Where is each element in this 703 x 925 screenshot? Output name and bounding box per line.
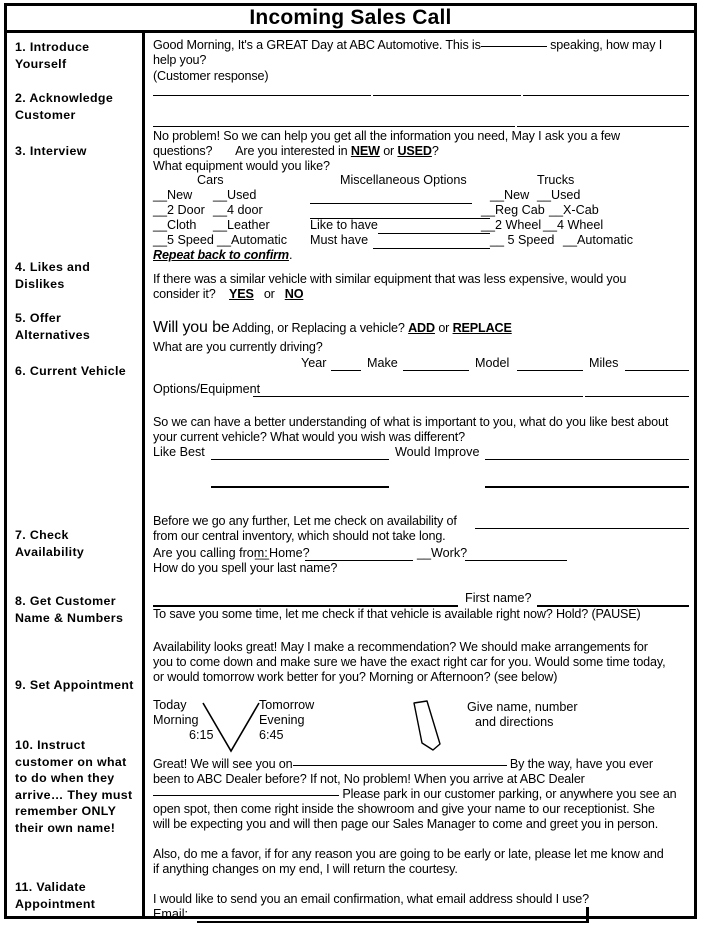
consider-it-label: consider it?: [153, 287, 216, 301]
equipment-question: What equipment would you like?: [153, 159, 330, 173]
understanding-line-1: So we can have a better understanding of what is important to you, what do you like best about: [153, 415, 669, 429]
like-best-blank-1[interactable]: [211, 459, 389, 460]
repeat-back-text: Repeat back to confirm: [153, 248, 289, 262]
new-used-question: [153, 144, 439, 160]
label-model: Model: [475, 356, 510, 370]
options-equipment-blank-b[interactable]: [585, 396, 689, 397]
appointment-time-evening: 6:45: [259, 728, 284, 742]
great-by-the-way-label: By the way, have you ever: [509, 757, 653, 771]
great-park-label: Please park in our customer parking, or anywhere you see an: [342, 787, 677, 801]
greeting-line-1b: speaking, how may I: [550, 38, 663, 52]
appointment-today: Today: [153, 698, 187, 712]
step-set-appointment: 9. Set Appointment: [15, 678, 134, 692]
rep-name-blank[interactable]: [481, 46, 547, 47]
availability-label: Before we go any further, Let me check on availability of: [153, 514, 457, 528]
form-body: [7, 33, 694, 921]
save-time-line: To save you some time, let me check if that vehicle is available right now? Hold? (PAUSE): [153, 607, 641, 621]
great-line-1: [153, 757, 653, 773]
great-line-4: open spot, then come right inside the showroom and give your name to our receptionist. She: [153, 802, 655, 816]
truck-option-xcab[interactable]: __X-Cab: [549, 203, 599, 217]
car-option-leather[interactable]: __Leather: [213, 218, 270, 232]
note-line-2a[interactable]: [153, 126, 515, 127]
truck-option-2wheel[interactable]: __2 Wheel: [481, 218, 542, 232]
great-line-5: will be expecting you and will then page our Sales Manager to come and greet you in person.: [153, 817, 659, 831]
option-new[interactable]: NEW: [350, 144, 380, 158]
email-blank[interactable]: [197, 921, 587, 923]
decision-fork-icon: [201, 701, 261, 756]
step-interview: 3. Interview: [15, 144, 87, 158]
option-yes[interactable]: YES: [229, 287, 254, 301]
label-would-improve: Would Improve: [395, 445, 480, 459]
greeting-line-1: Good Morning, It's a GREAT Day at ABC Automotive. This is: [153, 38, 481, 52]
step-acknowledge-customer: 2. Acknowledge Customer: [15, 91, 114, 122]
misc-label-like-to-have: Like to have: [310, 218, 378, 232]
label-year: Year: [301, 356, 327, 370]
availability-line-2: from our central inventory, which should not take long.: [153, 529, 446, 543]
or-label-2: or: [263, 287, 275, 301]
greeting-line-2: help you?: [153, 53, 207, 67]
page-title: Incoming Sales Call: [249, 6, 452, 29]
will-you-be-label: Will you be: [153, 319, 230, 336]
column-header-misc: Miscellaneous Options: [340, 173, 467, 187]
question-mark-1: ?: [431, 144, 439, 158]
step-offer-alternatives: 5. Offer Alternatives: [15, 311, 91, 342]
step-likes-and-dislikes: 4. Likes and Dislikes: [15, 260, 91, 291]
year-blank[interactable]: [331, 370, 361, 371]
truck-option-new[interactable]: __New: [490, 188, 530, 202]
greeting-block: [153, 38, 693, 54]
truck-option-used[interactable]: __Used: [537, 188, 581, 202]
recommend-line-3: or would tomorrow work better for you? Morning or Afternoon? (see below): [153, 670, 558, 684]
step-validate-appointment: 11. Validate Appointment: [15, 880, 96, 911]
note-line-2b[interactable]: [517, 126, 689, 127]
interested-in-label: Are you interested in: [235, 144, 348, 158]
great-line-3: [153, 787, 677, 803]
email-confirmation-line: I would like to send you an email confirmation, what email address should I use?: [153, 892, 590, 906]
availability-line-1: [153, 514, 457, 530]
dealer-address-blank[interactable]: [153, 795, 339, 796]
script-content: [145, 33, 694, 921]
or-label-1: or: [383, 144, 395, 158]
make-blank[interactable]: [403, 370, 469, 371]
label-first-name: First name?: [465, 591, 532, 605]
option-replace[interactable]: REPLACE: [452, 321, 512, 335]
would-improve-blank-1[interactable]: [485, 459, 689, 460]
truck-option-regcab[interactable]: __Reg Cab: [481, 203, 545, 217]
appointment-tomorrow: Tomorrow: [259, 698, 315, 712]
note-line-1b[interactable]: [373, 95, 521, 96]
questions-label: questions?: [153, 144, 213, 158]
note-line-1c[interactable]: [523, 95, 689, 96]
recommend-line-2: you to come down and make sure we have the exact right car for you. Would some time today,: [153, 655, 666, 669]
steps-sidebar: [7, 33, 145, 916]
misc-blank-3[interactable]: [378, 233, 490, 234]
add-replace-line: [153, 320, 512, 337]
label-make: Make: [367, 356, 398, 370]
appointment-note-line-1: Give name, number: [467, 700, 578, 714]
model-blank[interactable]: [517, 370, 583, 371]
availability-blank[interactable]: [475, 528, 689, 529]
email-blank-end-tick: [586, 907, 589, 923]
favor-line-2: if anything changes on my end, I will return the courtesy.: [153, 862, 458, 876]
appointment-date-blank[interactable]: [293, 765, 507, 766]
car-option-used[interactable]: __Used: [213, 188, 257, 202]
car-option-2door[interactable]: __2 Door: [153, 203, 205, 217]
step-current-vehicle: 6. Current Vehicle: [15, 364, 126, 378]
alternative-line-1: If there was a similar vehicle with similar equipment that was less expensive, would you: [153, 272, 627, 286]
repeat-back-note: [153, 248, 292, 264]
car-option-5speed[interactable]: __5 Speed: [153, 233, 214, 247]
alternative-line-2: [153, 287, 303, 303]
favor-line-1: Also, do me a favor, if for any reason you are going to be early or late, please let me know and: [153, 847, 664, 861]
truck-option-5speed[interactable]: __ 5 Speed: [490, 233, 555, 247]
appointment-morning: Morning: [153, 713, 199, 727]
appointment-evening: Evening: [259, 713, 305, 727]
column-header-cars: Cars: [197, 173, 224, 187]
no-problem-line-1: No problem! So we can help you get all the information you need, May I ask you a few: [153, 129, 620, 143]
label-email: Email:: [153, 907, 188, 921]
form-page: [4, 3, 697, 919]
customer-response-label: (Customer response): [153, 69, 269, 83]
repeat-back-period: .: [288, 248, 293, 262]
car-option-automatic[interactable]: __Automatic: [217, 233, 288, 247]
column-header-trucks: Trucks: [537, 173, 575, 187]
step-get-customer-name-numbers: 8. Get Customer Name & Numbers: [15, 594, 124, 625]
label-options-equipment: Options/Equipment: [153, 382, 261, 396]
option-used[interactable]: USED: [397, 144, 432, 158]
step-instruct-customer: 10. Instruct customer on what to do when they arrive… They must remember ONLY their own name!: [15, 738, 133, 835]
misc-blank-1[interactable]: [310, 203, 472, 204]
options-equipment-blank-a[interactable]: [253, 396, 583, 397]
work-number-blank[interactable]: [465, 560, 567, 561]
miles-blank[interactable]: [625, 370, 689, 371]
great-see-you-on-label: Great! We will see you on: [153, 757, 293, 771]
currently-driving-question: What are you currently driving?: [153, 340, 323, 354]
note-line-1a[interactable]: [153, 95, 371, 96]
would-improve-blank-2[interactable]: [485, 486, 689, 488]
label-like-best: Like Best: [153, 445, 205, 459]
car-option-new[interactable]: __New: [153, 188, 193, 202]
truck-option-4wheel[interactable]: __4 Wheel: [543, 218, 604, 232]
appointment-note-line-2: and directions: [475, 715, 554, 729]
or-label-3: or: [438, 321, 450, 335]
pencil-icon: [409, 699, 449, 755]
misc-blank-4[interactable]: [373, 248, 490, 249]
great-line-2: been to ABC Dealer before? If not, No problem! When you arrive at ABC Dealer: [153, 772, 585, 786]
understanding-line-2: your current vehicle? What would you wish was different?: [153, 430, 465, 444]
misc-label-must-have: Must have: [310, 233, 369, 247]
car-option-cloth[interactable]: __Cloth: [153, 218, 197, 232]
document-title-bar: [7, 6, 694, 33]
step-introduce-yourself: 1. Introduce Yourself: [15, 40, 90, 71]
car-option-4door[interactable]: __4 door: [213, 203, 263, 217]
label-miles: Miles: [589, 356, 619, 370]
option-work[interactable]: __Work?: [417, 546, 468, 560]
spell-last-name-question: How do you spell your last name?: [153, 561, 338, 575]
like-best-blank-2[interactable]: [211, 486, 389, 488]
adding-replacing-label: Adding, or Replacing a vehicle?: [232, 321, 405, 335]
calling-from-label: Are you calling from:: [153, 546, 268, 560]
recommend-line-1: Availability looks great! May I make a recommendation? We should make arrangements for: [153, 640, 648, 654]
appointment-time-morning: 6:15: [189, 728, 214, 742]
truck-option-automatic[interactable]: __Automatic: [563, 233, 634, 247]
step-check-availability: 7. Check Availability: [15, 528, 85, 559]
option-add[interactable]: ADD: [408, 321, 435, 335]
option-home[interactable]: __Home?: [255, 546, 310, 560]
option-no[interactable]: NO: [284, 287, 304, 301]
